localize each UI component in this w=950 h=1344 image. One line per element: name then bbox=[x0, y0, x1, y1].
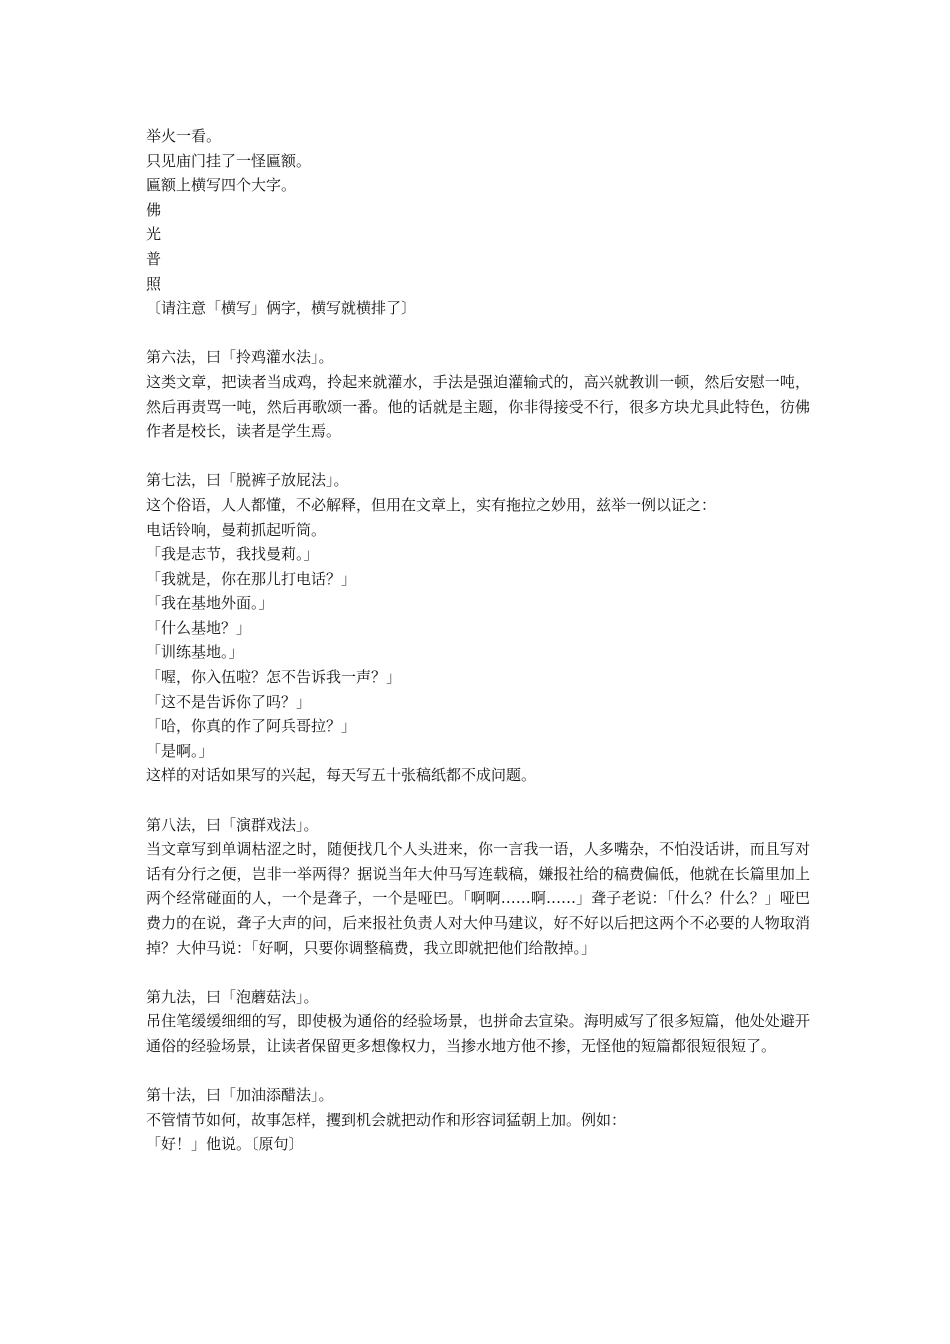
section-method-10 bbox=[146, 1083, 810, 1157]
section-heading: 第十法，曰「加油添醋法」。 bbox=[146, 1086, 334, 1105]
blank-line bbox=[146, 788, 810, 813]
intro-block bbox=[146, 124, 810, 321]
blank-line bbox=[146, 321, 810, 346]
blank-line bbox=[146, 444, 810, 469]
dialogue-line: 「我在基地外面。」 bbox=[146, 594, 274, 613]
dialogue-line: 「哈，你真的作了阿兵哥拉？」 bbox=[146, 717, 357, 736]
dialogue-line: 电话铃响，曼莉抓起听筒。 bbox=[146, 520, 327, 539]
section-method-9 bbox=[146, 985, 810, 1059]
blank-line bbox=[146, 960, 810, 985]
dialogue-line: 「什么基地？」 bbox=[146, 618, 252, 637]
section-heading: 第八法，曰「演群戏法」。 bbox=[146, 815, 319, 834]
text-line: 〔请注意「横写」俩字，横写就横排了〕 bbox=[146, 299, 417, 318]
section-paragraph: 这个俗语，人人都懂，不必解释，但用在文章上，实有拖拉之妙用，兹举一例以证之： bbox=[146, 495, 717, 514]
section-heading: 第七法，曰「脱裤子放屁法」。 bbox=[146, 471, 349, 490]
section-method-8 bbox=[146, 813, 810, 961]
dialogue-line: 「训练基地。」 bbox=[146, 643, 244, 662]
dialogue-line: 「我就是，你在那儿打电话？」 bbox=[146, 569, 357, 588]
text-line: 照 bbox=[146, 274, 162, 293]
section-method-6 bbox=[146, 345, 810, 443]
dialogue-line: 「我是志节，我找曼莉。」 bbox=[146, 545, 319, 564]
section-heading: 第九法，曰「泡蘑菇法」。 bbox=[146, 987, 319, 1006]
text-line: 只见庙门挂了一怪匾额。 bbox=[146, 151, 312, 170]
blank-line bbox=[146, 1059, 810, 1084]
dialogue-line: 「是啊。」 bbox=[146, 741, 214, 760]
section-heading: 第六法，曰「拎鸡灌水法」。 bbox=[146, 348, 334, 367]
text-line: 举火一看。 bbox=[146, 127, 222, 145]
text-line: 佛 bbox=[146, 200, 162, 219]
example-line: 「好！」他说。〔原句〕 bbox=[146, 1135, 304, 1154]
dialogue-line: 「喔，你入伍啦？怎不告诉我一声？」 bbox=[146, 668, 402, 687]
section-method-7 bbox=[146, 468, 810, 788]
text-line: 光 bbox=[146, 225, 162, 244]
text-line: 普 bbox=[146, 249, 162, 268]
text-line: 这样的对话如果写的兴起，每天写五十张稿纸都不成问题。 bbox=[146, 766, 537, 785]
text-line: 匾额上横写四个大字。 bbox=[146, 176, 297, 195]
section-paragraph: 这类文章，把读者当成鸡，拎起来就灌水，手法是强迫灌输式的，高兴就教训一顿，然后安慰一吨，然后再责骂一吨，然后再歌颂一番。他的话就是主题，你非得接受不行，很多方块尤具此特色，彷佛作者是校长，读者是学生焉。 bbox=[146, 372, 810, 441]
dialogue-line: 「这不是告诉你了吗？」 bbox=[146, 692, 312, 711]
section-paragraph: 吊住笔缓缓细细的写，即使极为通俗的经验场景，也拼命去宣染。海明威写了很多短篇，他处处避开通俗的经验场景，让读者保留更多想像权力，当掺水地方他不掺，无怪他的短篇都很短很短了。 bbox=[146, 1012, 810, 1055]
document-page bbox=[146, 124, 810, 1157]
section-paragraph: 当文章写到单调枯涩之时，随便找几个人头进来，你一言我一语，人多嘴杂，不怕没话讲，而且写对话有分行之便，岂非一举两得？据说当年大仲马写连载稿，嫌报社给的稿费偏低，他就在长篇里加上两个经常碰面的人，一个是聋子，一个是哑巴。「啊啊……啊……」聋子老说：「什么？什么？」哑巴费力的在说，聋子大声的问，后来报社负责人对大仲马建议，好不好以后把这两个不必要的人物取消掉？大仲马说：「好啊，只要你调整稿费，我立即就把他们给散掉。」 bbox=[146, 840, 810, 957]
section-paragraph: 不管情节如何，故事怎样，攫到机会就把动作和形容词猛朝上加。例如： bbox=[146, 1110, 627, 1129]
